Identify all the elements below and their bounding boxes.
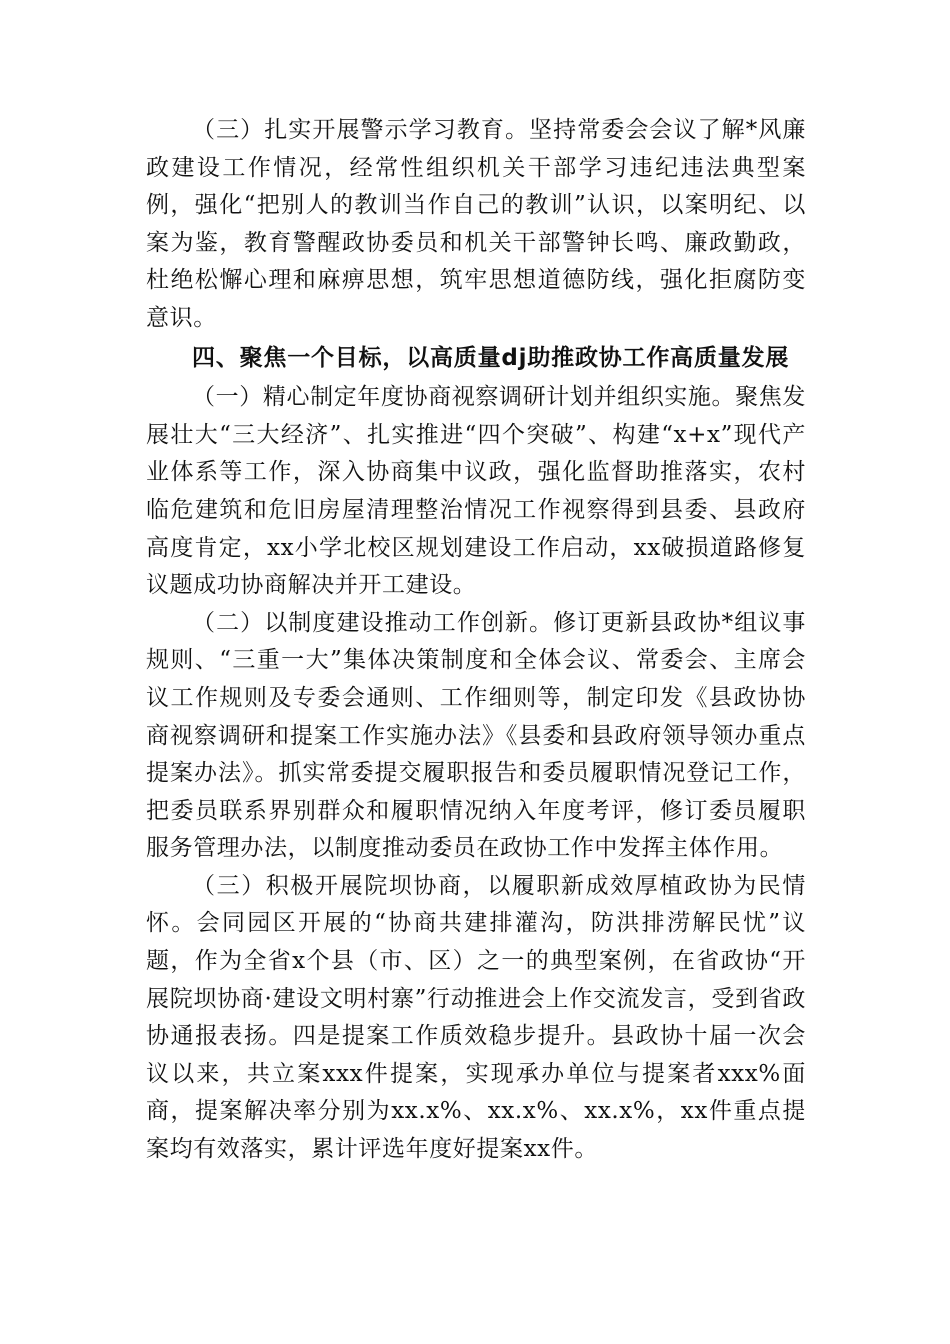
paragraph-institution-building: （二）以制度建设推动工作创新。修订更新县政协*组议事规则、“三重一大”集体决策制度和全体会议、常委会、主席会议工作规则及专委会通则、工作细则等，制定印发《县政协协商视察调研和提案工作实施办法》《县委和县政府领导领办重点提案办法》。抓实常委提交履职报告和委员履职情况登记工作，把委员联系界别群众和履职情况纳入年度考评，修订委员履职服务管理办法，以制度推动委员在政协工作中发挥主体作用。 — [146, 609, 806, 862]
paragraph-consultation-plan: （一）精心制定年度协商视察调研计划并组织实施。聚焦发展壮大“三大经济”、扎实推进“四个突破”、构建“x+x”现代产业体系等工作，深入协商集中议政，强化监督助推落实，农村临危建筑和危旧房屋清理整治情况工作视察得到县委、县政府高度肯定，xx小学北校区规划建设工作启动，xx破损道路修复议题成功协商解决并开工建设。 — [146, 384, 806, 599]
paragraph-warning-education: （三）扎实开展警示学习教育。坚持常委会会议了解*风廉政建设工作情况，经常性组织机关干部学习违纪违法典型案例，强化“把别人的教训当作自己的教训”认识，以案明纪、以案为鉴，教育警醒政协委员和机关干部警钟长鸣、廉政勤政，杜绝松懈心理和麻痹思想，筑牢思想道德防线，强化拒腐防变意识。 — [146, 117, 806, 331]
paragraph-courtyard-consultation: （三）积极开展院坝协商，以履职新成效厚植政协为民情怀。会同园区开展的“协商共建排灌沟，防洪排涝解民忧”议题，作为全省x个县（市、区）之一的典型案例，在省政协“开展院坝协商·建设文明村寨”行动推进会上作交流发言，受到省政协通报表扬。四是提案工作质效稳步提升。县政协十届一次会议以来，共立案xxx件提案，实现承办单位与提案者xxx%面商，提案解决率分别为xx.x%、xx.x%、xx.x%，xx件重点提案均有效落实，累计评选年度好提案xx件。 — [146, 872, 806, 1163]
section-heading-four: 四、聚焦一个目标，以高质量dj助推政协工作高质量发展 — [192, 344, 790, 371]
document-page — [146, 112, 806, 1169]
